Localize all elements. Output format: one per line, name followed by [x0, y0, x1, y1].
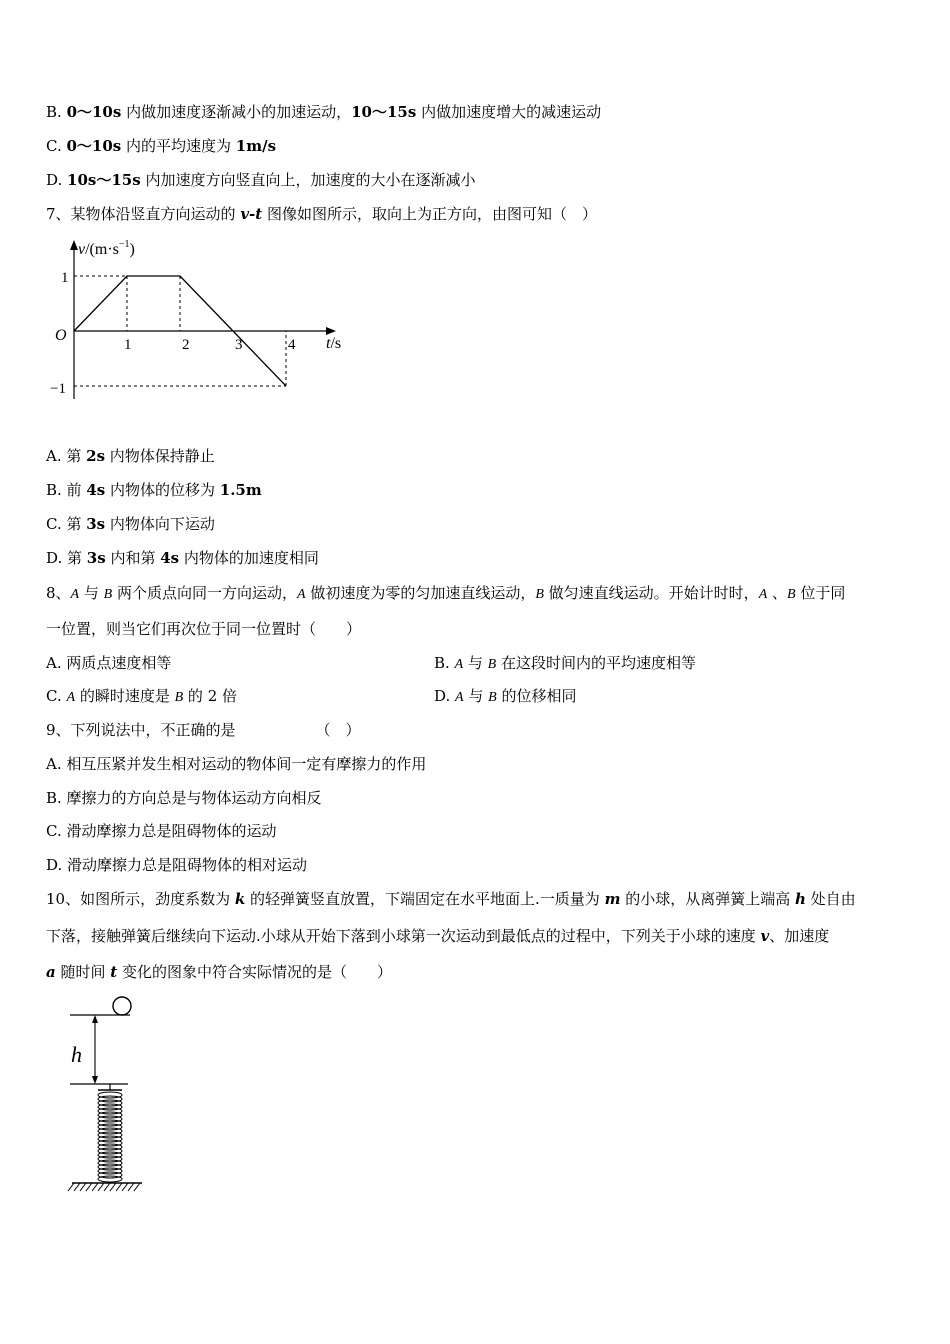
origin-label: O — [55, 327, 67, 344]
q6-option-c: C. 0～10s 内的平均速度为 1m/s — [46, 137, 277, 155]
x-axis-arrow — [326, 327, 336, 335]
q8-option-b: B. A 与 B 在这段时间内的平均速度相等 — [434, 654, 697, 672]
q10-stem-line3: a 随时间 t 变化的图象中符合实际情况的是（ ） — [46, 963, 392, 981]
q9-option-d: D. 滑动摩擦力总是阻碍物体的相对运动 — [46, 856, 308, 874]
x-tick-3: 3 — [235, 337, 243, 353]
height-label: h — [71, 1042, 82, 1067]
x-axis-label: t/s — [326, 335, 342, 352]
q8-stem-line1: 8、A 与 B 两个质点向同一方向运动，A 做初速度为零的匀加速直线运动，B 做匀速直线运动。开始计时时，A 、B 位于同 — [46, 584, 846, 602]
spring-coils — [98, 1092, 122, 1182]
q7-option-d: D. 第 3s 内和第 4s 内物体的加速度相同 — [46, 549, 319, 567]
y-tick-1: 1 — [61, 270, 69, 286]
q6-option-b: B. 0～10s 内做加速度逐渐减小的加速运动，10～15s 内做加速度增大的减速运动 — [46, 103, 602, 121]
q8-stem-line2: 一位置，则当它们再次位于同一位置时（ ） — [46, 620, 362, 638]
q7-option-c: C. 第 3s 内物体向下运动 — [46, 515, 215, 533]
q10-stem-line2: 下落，接触弹簧后继续向下运动.小球从开始下落到小球第一次运动到最低点的过程中，下列关于小球的速度 v、加速度 — [46, 927, 830, 945]
ground-hatch — [68, 1183, 140, 1191]
x-tick-4: 4 — [288, 337, 296, 353]
y-tick-neg1: −1 — [50, 381, 66, 397]
q10-stem-line1: 10、如图所示，劲度系数为 k 的轻弹簧竖直放置，下端固定在水平地面上.一质量为 m 的小球，从离弹簧上端高 h 处自由 — [46, 890, 856, 908]
x-tick-1: 1 — [124, 337, 132, 353]
q8-option-a: A. 两质点速度相等 — [46, 654, 172, 672]
x-tick-2: 2 — [182, 337, 190, 353]
q9-option-c: C. 滑动摩擦力总是阻碍物体的运动 — [46, 822, 277, 840]
q9-option-b: B. 摩擦力的方向总是与物体运动方向相反 — [46, 789, 322, 807]
q9-stem: 9、下列说法中，不正确的是 （ ） — [46, 721, 361, 739]
q7-option-a: A. 第 2s 内物体保持静止 — [46, 447, 215, 465]
q8-option-d: D. A 与 B 的位移相同 — [434, 687, 577, 705]
q9-option-a: A. 相互压紧并发生相对运动的物体间一定有摩擦力的作用 — [46, 755, 427, 773]
y-axis-arrow — [70, 240, 78, 250]
q8-option-c: C. A 的瞬时速度是 B 的 2 倍 — [46, 687, 238, 705]
q7-option-b: B. 前 4s 内物体的位移为 1.5m — [46, 481, 262, 499]
q10-spring-figure — [62, 995, 152, 1200]
y-axis-label: $v/(m\cdot s^{-1})$ — [78, 239, 135, 258]
q7-vt-graph — [40, 234, 360, 414]
q7-stem: 7、某物体沿竖直方向运动的 v-t 图像如图所示，取向上为正方向，由图可知（ ） — [46, 205, 597, 223]
ball — [113, 997, 131, 1015]
q6-option-d: D. 10s～15s 内加速度方向竖直向上，加速度的大小在逐渐减小 — [46, 171, 476, 189]
